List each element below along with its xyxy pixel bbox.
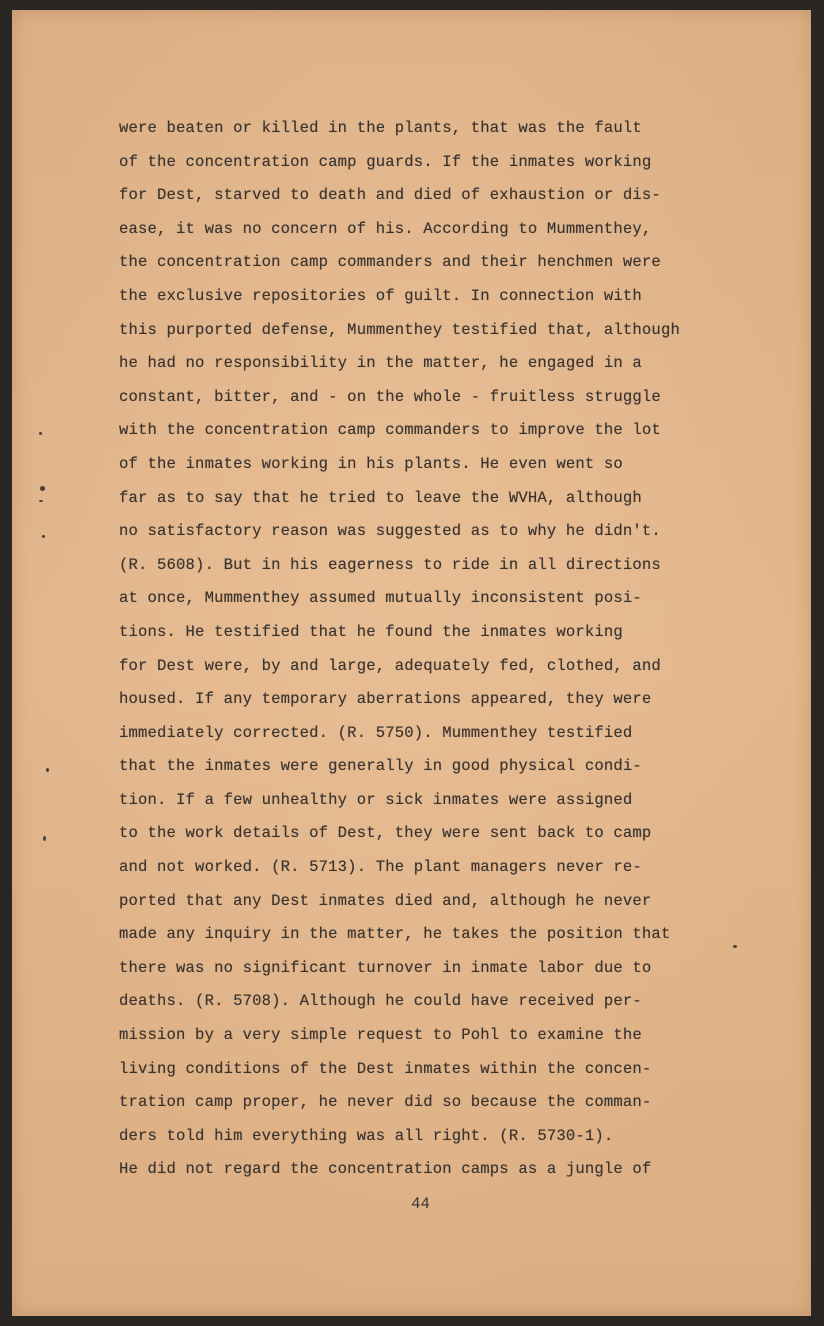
text-line: no satisfactory reason was suggested as to why he didn't. bbox=[119, 522, 661, 541]
text-line: made any inquiry in the matter, he takes the position that bbox=[119, 925, 671, 944]
text-line: far as to say that he tried to leave the WVHA, although bbox=[119, 488, 642, 507]
text-line: tions. He testified that he found the inmates working bbox=[119, 622, 623, 641]
text-line: living conditions of the Dest inmates within the concen- bbox=[119, 1059, 652, 1078]
text-line: of the inmates working in his plants. He even went so bbox=[119, 454, 623, 473]
text-line: the concentration camp commanders and their henchmen were bbox=[119, 253, 661, 272]
text-line: and not worked. (R. 5713). The plant managers never re- bbox=[119, 858, 642, 877]
text-line: with the concentration camp commanders to improve the lot bbox=[119, 421, 661, 440]
text-line: he had no responsibility in the matter, he engaged in a bbox=[119, 354, 642, 373]
text-line: He did not regard the concentration camps as a jungle of bbox=[119, 1160, 652, 1179]
ink-speck bbox=[43, 836, 46, 841]
ink-speck bbox=[39, 500, 43, 502]
text-line: there was no significant turnover in inmate labor due to bbox=[119, 958, 652, 977]
document-page bbox=[12, 10, 811, 1316]
ink-speck bbox=[46, 768, 49, 772]
text-line: mission by a very simple request to Pohl to examine the bbox=[119, 1026, 642, 1045]
ink-speck bbox=[40, 486, 45, 491]
text-line: (R. 5608). But in his eagerness to ride in all directions bbox=[119, 555, 661, 574]
text-line: tration camp proper, he never did so because the comman- bbox=[119, 1093, 652, 1112]
text-line: were beaten or killed in the plants, that was the fault bbox=[119, 119, 642, 137]
ink-speck bbox=[42, 535, 45, 538]
ink-speck bbox=[733, 945, 737, 948]
text-line: tion. If a few unhealthy or sick inmates were assigned bbox=[119, 790, 633, 809]
text-line: the exclusive repositories of guilt. In connection with bbox=[119, 286, 642, 305]
text-line: for Dest were, by and large, adequately fed, clothed, and bbox=[119, 656, 661, 675]
text-line: ease, it was no concern of his. According to Mummenthey, bbox=[119, 219, 652, 238]
text-line: that the inmates were generally in good physical condi- bbox=[119, 757, 642, 776]
text-line: this purported defense, Mummenthey testified that, although bbox=[119, 320, 680, 339]
text-line: constant, bitter, and - on the whole - fruitless struggle bbox=[119, 387, 661, 406]
text-line: for Dest, starved to death and died of exhaustion or dis- bbox=[119, 186, 661, 205]
text-line: to the work details of Dest, they were sent back to camp bbox=[119, 824, 652, 843]
text-line: deaths. (R. 5708). Although he could have received per- bbox=[119, 992, 642, 1011]
text-line: immediately corrected. (R. 5750). Mummenthey testified bbox=[119, 723, 633, 742]
ink-speck bbox=[39, 432, 42, 435]
page-number bbox=[12, 1195, 811, 1213]
text-line: at once, Mummenthey assumed mutually inconsistent posi- bbox=[119, 589, 642, 608]
text-line: housed. If any temporary aberrations appeared, they were bbox=[119, 690, 652, 709]
text-line: ported that any Dest inmates died and, although he never bbox=[119, 891, 652, 910]
text-line: ders told him everything was all right. (R. 5730-1). bbox=[119, 1126, 614, 1145]
page-number-text: 44 bbox=[411, 1195, 430, 1213]
text-line: of the concentration camp guards. If the inmates working bbox=[119, 152, 652, 171]
body-text bbox=[119, 112, 739, 1187]
